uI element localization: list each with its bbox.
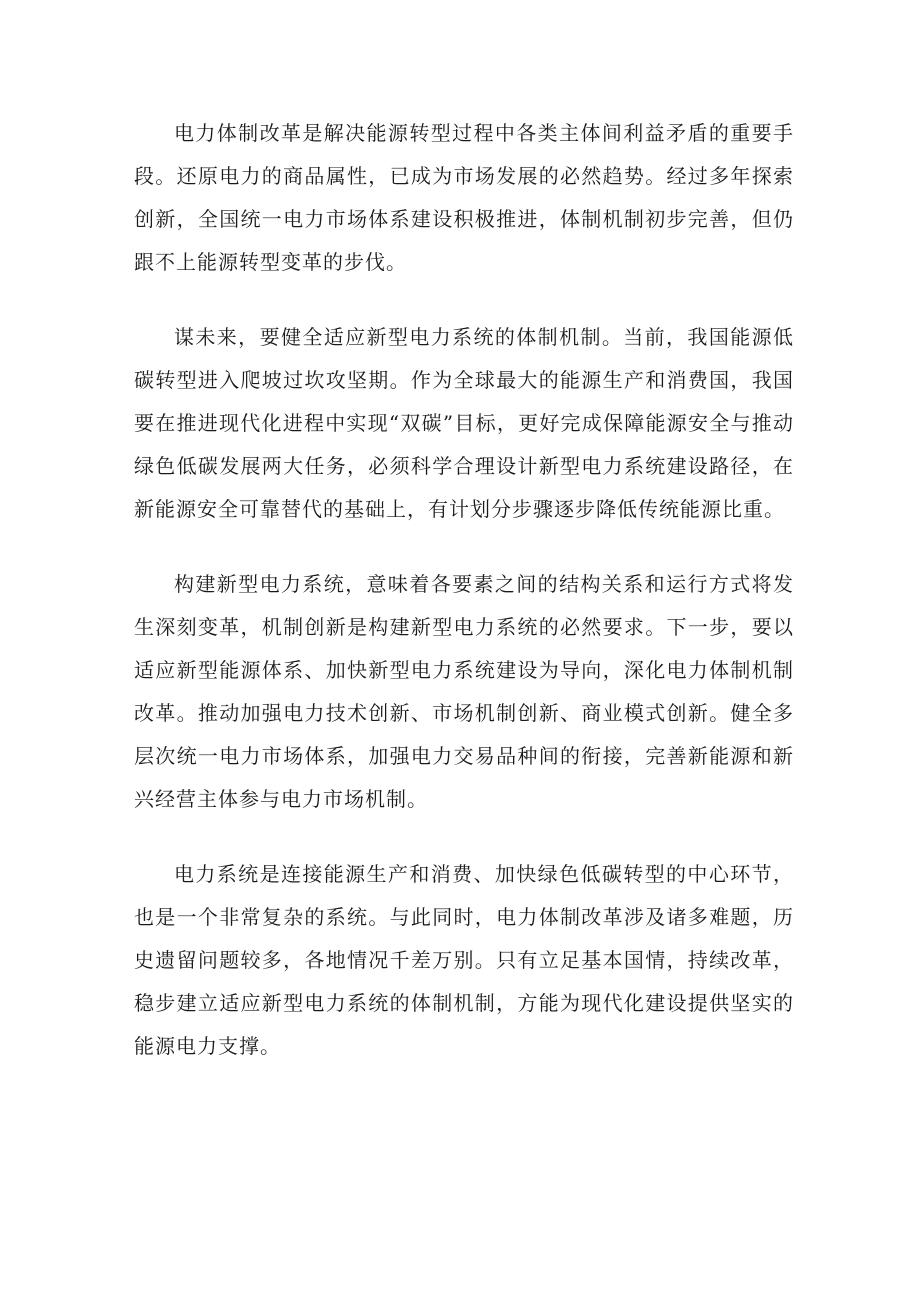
- document-body: [134, 112, 794, 1100]
- paragraph-new-power-system: 构建新型电力系统，意味着各要素之间的结构关系和运行方式将发生深刻变革，机制创新是构建新型电力系统的必然要求。下一步，要以适应新型能源体系、加快新型电力系统建设为导向，深化电力体制机制改革。推动加强电力技术创新、市场机制创新、商业模式创新。健全多层次统一电力市场体系，加强电力交易品种间的衔接，完善新能源和新兴经营主体参与电力市场机制。: [134, 572, 794, 811]
- paragraph-power-system-conclusion: 电力系统是连接能源生产和消费、加快绿色低碳转型的中心环节，也是一个非常复杂的系统。与此同时，电力体制改革涉及诸多难题，历史遗留问题较多，各地情况千差万别。只有立足基本国情，持续改革，稳步建立适应新型电力系统的体制机制，方能为现代化建设提供坚实的能源电力支撑。: [134, 862, 794, 1058]
- paragraph-reform-means: 电力体制改革是解决能源转型过程中各类主体间利益矛盾的重要手段。还原电力的商品属性，已成为市场发展的必然趋势。经过多年探索创新，全国统一电力市场体系建设积极推进，体制机制初步完善，但仍跟不上能源转型变革的步伐。: [134, 121, 794, 274]
- paragraph-future-mechanism: 谋未来，要健全适应新型电力系统的体制机制。当前，我国能源低碳转型进入爬坡过坎攻坚期。作为全球最大的能源生产和消费国，我国要在推进现代化进程中实现“双碳”目标，更好完成保障能源安全与推动绿色低碳发展两大任务，必须科学合理设计新型电力系统建设路径，在新能源安全可靠替代的基础上，有计划分步骤逐步降低传统能源比重。: [134, 325, 794, 521]
